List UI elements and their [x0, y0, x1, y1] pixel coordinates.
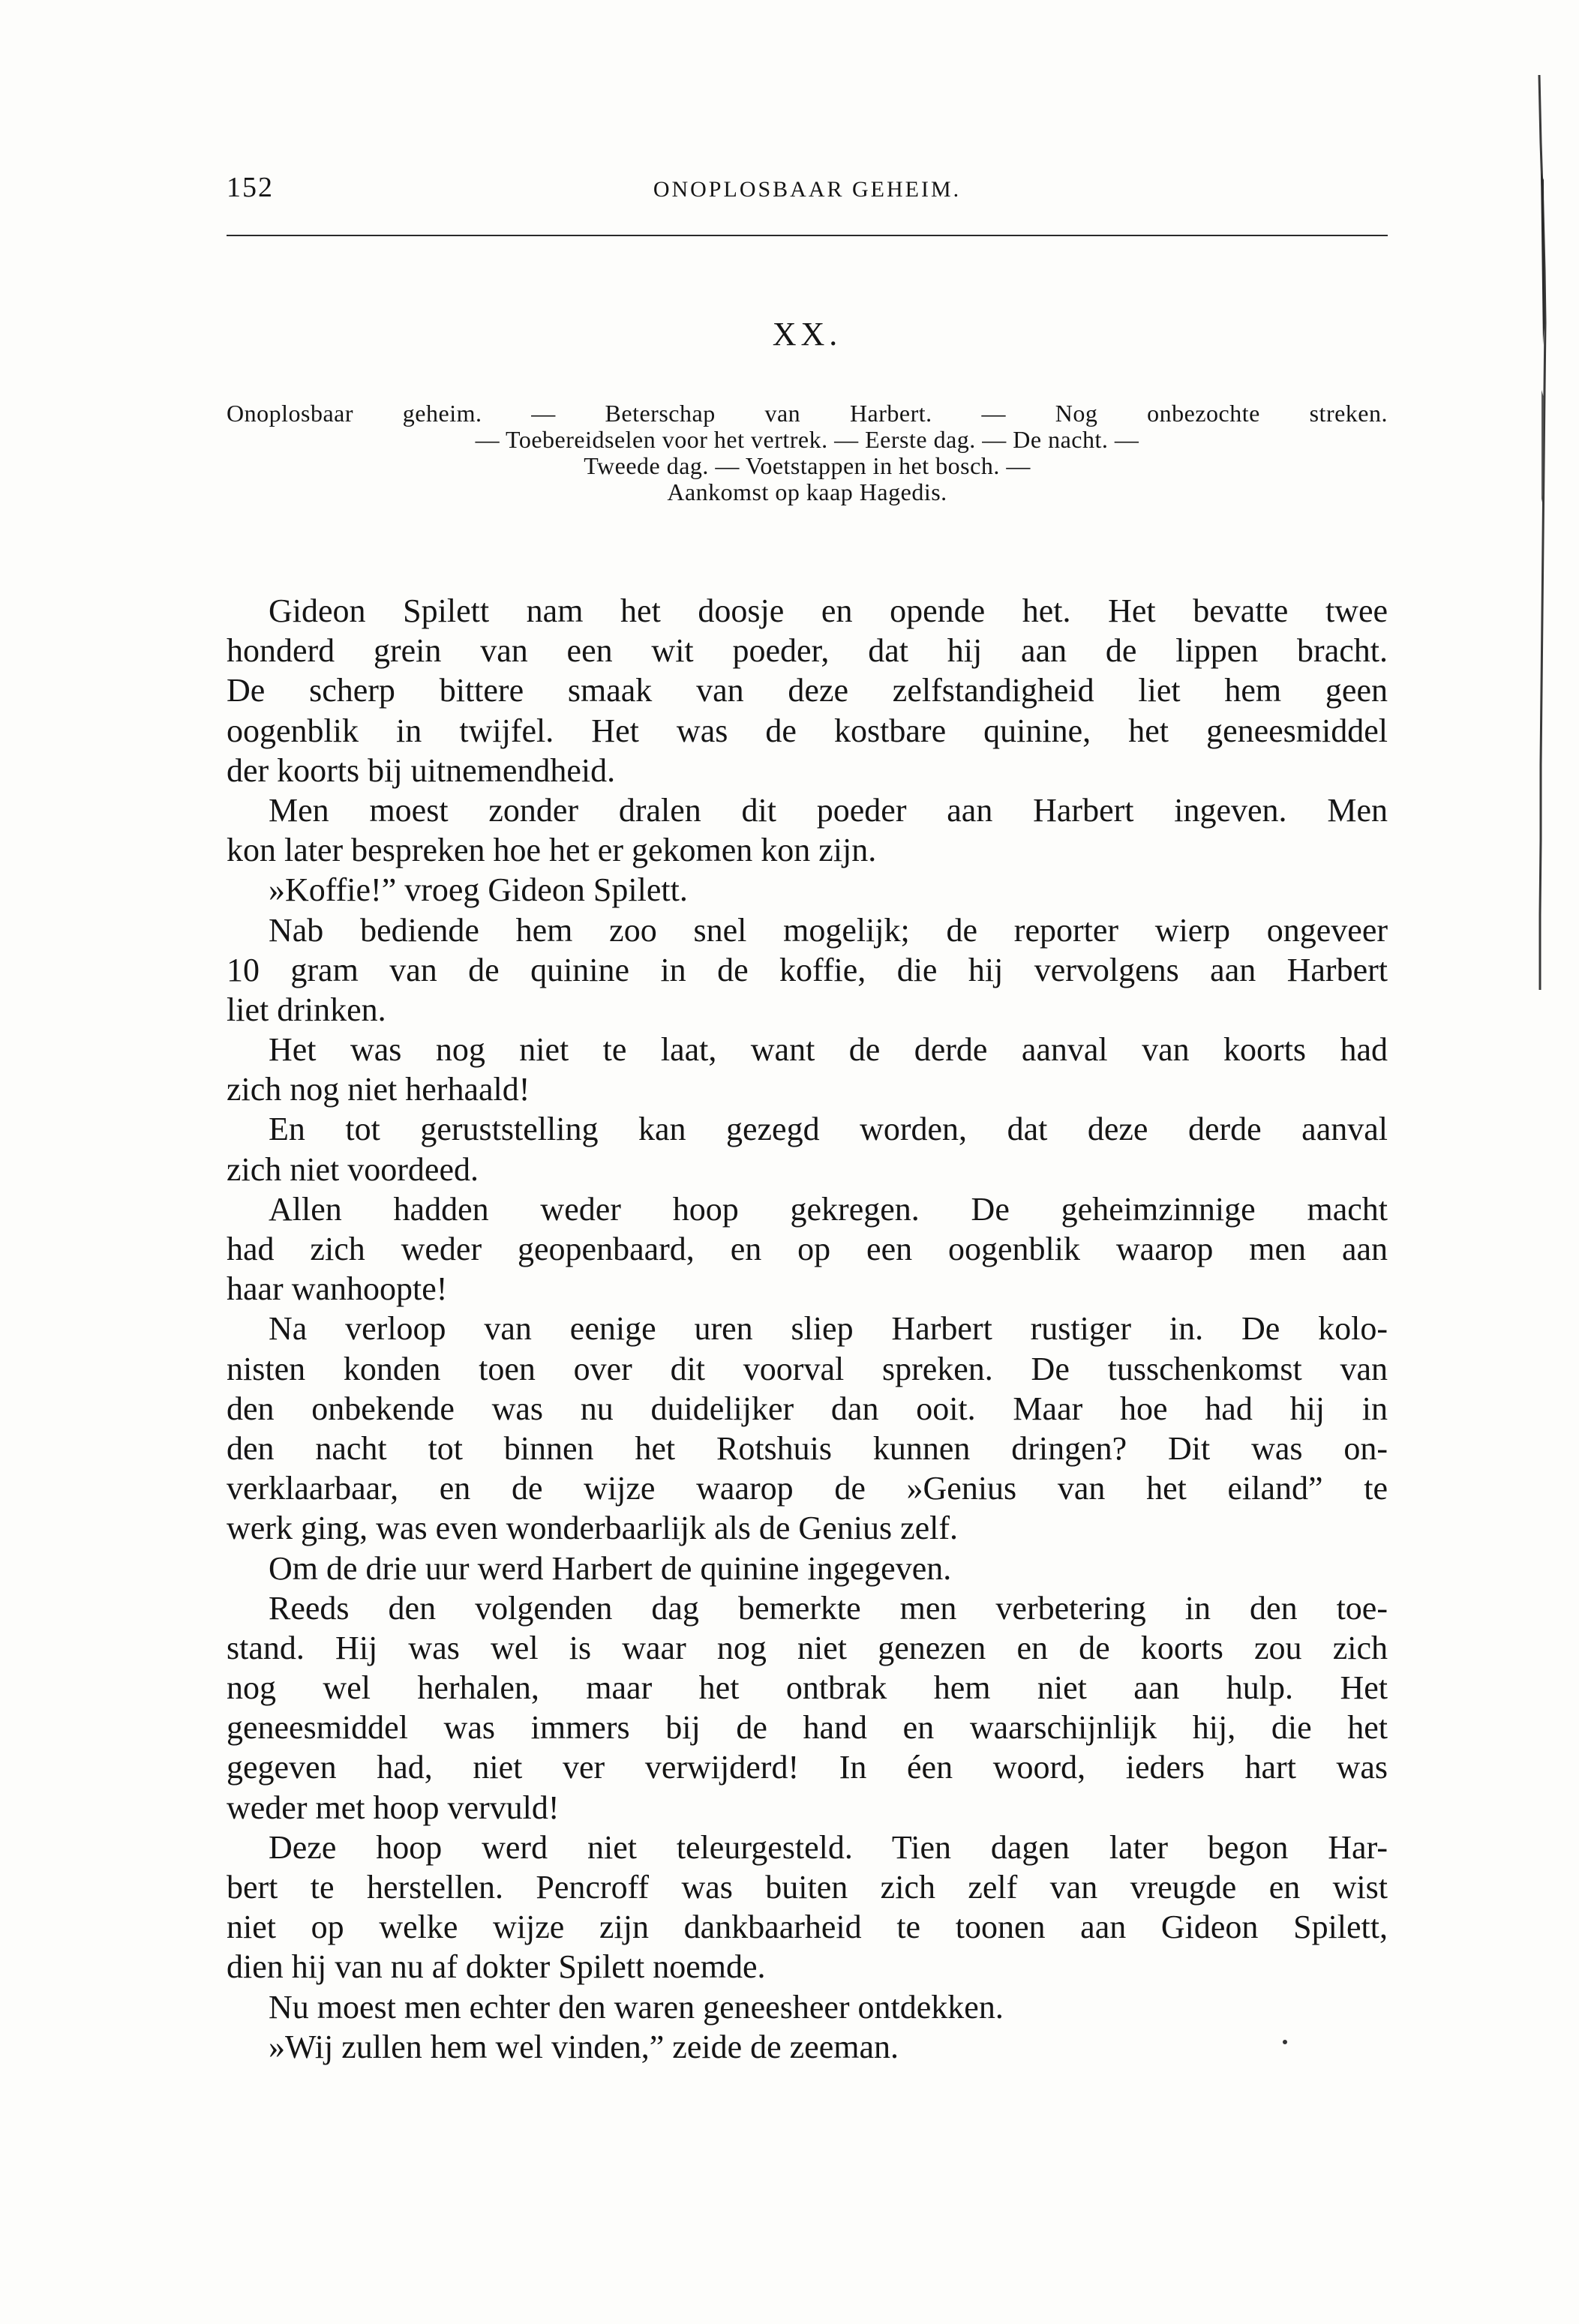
text-line: Deze hoop werd niet teleurgesteld. Tien dagen later begon Har- [269, 1828, 1388, 1866]
text-line: weder met hoop vervuld! [227, 1789, 560, 1826]
synopsis-line: Aankomst op kaap Hagedis. [667, 478, 947, 505]
text-line: der koorts bij uitnemendheid. [227, 751, 616, 789]
text-line: nisten konden toen over dit voorval spreken. De tusschenkomst van [227, 1350, 1388, 1387]
text-line: haar wanhoopte! [227, 1270, 448, 1308]
chapter-synopsis [227, 400, 1388, 505]
text-line: verklaarbaar, en de wijze waarop de »Genius van het eiland” te [227, 1470, 1388, 1507]
text-line: Na verloop van eenige uren sliep Harbert rustiger in. De kolo- [269, 1310, 1388, 1348]
text-line: Om de drie uur werd Harbert de quinine ingegeven. [269, 1549, 952, 1587]
text-line: »Wij zullen hem wel vinden,” zeide de zeeman. [269, 2028, 899, 2065]
text-line: liet drinken. [227, 991, 386, 1028]
synopsis-line: Tweede dag. — Voetstappen in het bosch. — [584, 452, 1031, 479]
text-line: Nu moest men echter den waren geneesheer ontdekken. [269, 1988, 1004, 2026]
text-line: zich nog niet herhaald! [227, 1071, 530, 1108]
text-line: bert te herstellen. Pencroff was buiten zich zelf van vreugde en wist [227, 1869, 1388, 1906]
text-line: niet op welke wijze zijn dankbaarheid te toonen aan Gideon Spilett, [227, 1909, 1388, 1946]
text-line: geneesmiddel was immers bij de hand en waarschijnlijk hij, die het [227, 1709, 1388, 1747]
synopsis-line: Onoplosbaar geheim. — Beterschap van Harbert. — Nog onbezochte streken. [227, 400, 1388, 427]
text-line: kon later bespreken hoe het er gekomen kon zijn. [227, 832, 877, 869]
header-rule [227, 235, 1388, 236]
text-line: stand. Hij was wel is waar nog niet genezen en de koorts zou zich [227, 1629, 1388, 1666]
text-line: Gideon Spilett nam het doosje en opende het. Het bevatte twee [269, 592, 1388, 629]
text-line: honderd grein van een wit poeder, dat hij aan de lippen bracht. [227, 632, 1388, 670]
text-line: zich niet voordeed. [227, 1150, 479, 1188]
page-edge-shadow [1530, 75, 1547, 990]
text-line: had zich weder geopenbaard, en op een oogenblik waarop men aan [227, 1231, 1388, 1267]
text-line: dien hij van nu af dokter Spilett noemde. [227, 1948, 766, 1986]
text-line: gegeven had, niet ver verwijderd! In éen woord, ieders hart was [227, 1749, 1388, 1786]
running-title: ONOPLOSBAAR GEHEIM. [653, 177, 962, 202]
text-line: »Koffie!” vroeg Gideon Spilett. [269, 871, 688, 909]
text-line: 10 gram van de quinine in de koffie, die hij vervolgens aan Harbert [227, 951, 1388, 988]
text-line: werk ging, was even wonderbaarlijk als de Genius zelf. [227, 1510, 959, 1547]
text-line: Men moest zonder dralen dit poeder aan Harbert ingeven. Men [269, 791, 1388, 829]
text-line: nog wel herhalen, maar het ontbrak hem niet aan hulp. Het [227, 1669, 1388, 1707]
running-head [227, 171, 1388, 216]
text-line: De scherp bittere smaak van deze zelfstandigheid liet hem geen [227, 672, 1388, 709]
text-line: den nacht tot binnen het Rotshuis kunnen dringen? Dit was on- [227, 1429, 1388, 1467]
text-line: Het was nog niet te laat, want de derde aanval van koorts had [269, 1031, 1388, 1069]
synopsis-line: — Toebereidselen voor het vertrek. — Eerste dag. — De nacht. — [475, 426, 1139, 453]
text-line: den onbekende was nu duidelijker dan ooit. Maar hoe had hij in [227, 1390, 1388, 1427]
body-text [227, 591, 1388, 2067]
page-number: 152 [227, 172, 274, 203]
text-line: En tot geruststelling kan gezegd worden, dat deze derde aanval [269, 1111, 1388, 1148]
text-line: Allen hadden weder hoop gekregen. De geheimzinnige macht [269, 1190, 1388, 1228]
chapter-number: XX. [772, 316, 842, 352]
stray-ink-mark [1283, 2040, 1287, 2044]
text-line: oogenblik in twijfel. Het was de kostbare quinine, het geneesmiddel [227, 712, 1388, 749]
text-line: Nab bediende hem zoo snel mogelijk; de reporter wierp ongeveer [269, 911, 1388, 949]
text-line: Reeds den volgenden dag bemerkte men verbetering in den toe- [269, 1589, 1388, 1627]
